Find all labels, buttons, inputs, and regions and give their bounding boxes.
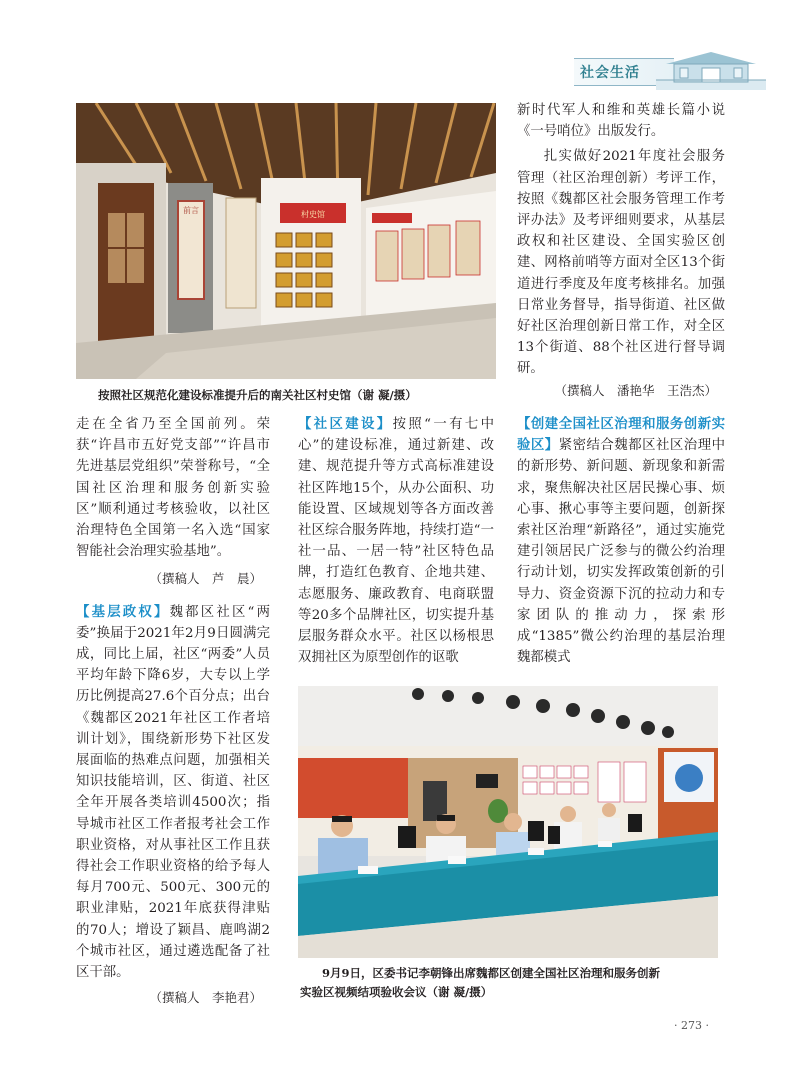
paragraph: 新时代军人和维和英雄长篇小说《一号哨位》出版发行。 (517, 103, 725, 140)
sign-village-history: 村史馆 (301, 210, 325, 219)
photo-acceptance-meeting (298, 686, 718, 958)
column-2 (298, 414, 494, 668)
caption-line: 实验区视频结项验收会议（谢 凝/摄） (300, 985, 493, 999)
paragraph: 扎实做好2021年度社会服务管理（社区治理创新）考评工作，按照《魏都区社会服务管理工作考评办法》及考评细则要求，从基层政权和社区建设、全国实验区创建、网格前哨等方面对全区13个街道进行季度及年度考核排名。加强日常业务督导，指导街道、社区做好社区治理创新日常工作，对全区13个街道、88个社区进行督导调研。 (517, 149, 725, 377)
caption-line: 9月9日，区委书记李朝锋出席魏都区创建全国社区治理和服务创新 (322, 966, 660, 980)
gate-illustration-icon (656, 50, 766, 90)
keyword-heading: 【社区建设】 (298, 416, 393, 432)
sign-foreword: 前言 (183, 206, 199, 215)
paragraph-text: 魏都区社区“两委”换届于2021年2月9日圆满完成，同比上届，社区“两委”人员平均年龄下降6岁，大专以上学历比例提高27.6个百分点；出台《魏都区2021年社区工作者培训计划》，围绕新形势下社区发展面临的热难点问题，加强相关知识技能培训，区、街道、社区全年开展各类培训4500次；指导城市社区工作者报考社会工作职业资格，对从事社区工作且获得社会工作职业资格的给予每人每月700元、500元、300元的职业津贴，2021年底获得津贴的70人；增设了颖昌、鹿鸣湖2个城市社区，通过遴选配备了社区干部。 (76, 604, 270, 981)
column-1 (76, 414, 270, 1008)
paragraph (517, 414, 725, 668)
paragraph: 走在全省乃至全国前列。荣获“许昌市五好党支部”“许昌市先进基层党组织”荣誉称号，“全国社区治理和服务创新实验区”顺利通过考核验收，以社区治理特色全国第一名入选“国家智能社会治理实验基地”。 (76, 417, 270, 560)
author-credit: （撰稿人 芦 晨） (149, 571, 262, 587)
paragraph-text: 按照“一有七中心”的建设标准，通过新建、改建、规范提升等方式高标准建设社区阵地15个，从办公面积、功能设置、区域规划等各方面改善社区综合服务阵地，持续打造“一社一品、一居一特”社区特色品牌，打造红色教育、企地共建、志愿服务、廉政教育、电商联盟等20多个品牌社区，切实提升基层服务群众水平。社区以杨根思双拥社区为原型创作的讴歌 (298, 417, 494, 666)
author-credit: （撰稿人 李艳君） (149, 990, 262, 1006)
paragraph (76, 602, 270, 984)
column-3 (517, 414, 725, 668)
paragraph-text: 紧密结合魏都区社区治理中的新形势、新问题、新现象和新需求，聚焦解决社区居民操心事、烦心事、揪心事等主要问题，创新探索社区治理“新路径”，通过实施党建引领居民广泛参与的微公约治理行动计划，切实发挥政策创新的引导力、资金资源下沉的拉动力和专家团队的推动力，探索形成“1385”微公约治理的基层治理魏都模式 (517, 438, 726, 666)
photo-village-history-hall (76, 103, 496, 379)
author-credit: （撰稿人 潘艳华 王浩杰） (554, 382, 717, 398)
keyword-heading: 【创建全国社区治理和服务创新实验区】 (517, 416, 725, 454)
section-title: 社会生活 (580, 65, 640, 81)
photo-caption-top: 按照社区规范化建设标准提升后的南关社区村史馆（谢 凝/摄） (98, 388, 417, 402)
page-number: · 273 · (674, 1019, 709, 1032)
right-top-column (517, 100, 725, 401)
photo-caption-bottom (300, 964, 730, 1002)
paragraph (298, 414, 494, 668)
keyword-heading: 【基层政权】 (76, 603, 170, 620)
